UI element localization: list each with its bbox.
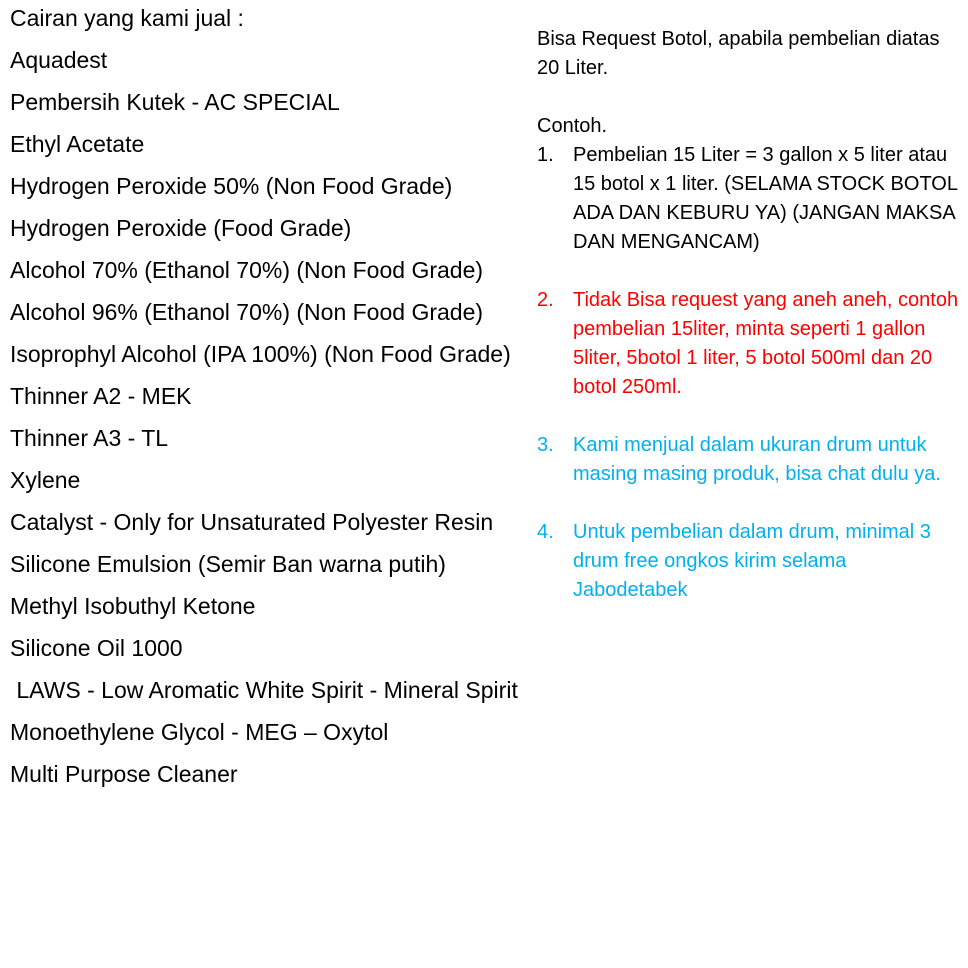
product-list-heading: Cairan yang kami jual :: [10, 5, 244, 31]
bottle-request-intro: Bisa Request Botol, apabila pembelian diatas 20 Liter.: [537, 28, 940, 79]
term-number: 4.: [537, 521, 554, 543]
term-number: 3.: [537, 434, 554, 456]
product-item: Monoethylene Glycol - MEG – Oxytol: [10, 719, 389, 745]
product-item: Pembersih Kutek - AC SPECIAL: [10, 89, 340, 115]
product-item: Isoprophyl Alcohol (IPA 100%) (Non Food Grade): [10, 341, 511, 367]
terms-section: [537, 25, 965, 634]
term-text: Pembelian 15 Liter = 3 gallon x 5 liter atau 15 botol x 1 liter. (SELAMA STOCK BOTOL ADA DAN KEBURU YA) (JANGAN MAKSA DAN MENGANCAM): [573, 144, 958, 253]
example-label: Contoh.: [537, 115, 608, 137]
product-item: Xylene: [10, 467, 81, 493]
term-text: Tidak Bisa request yang aneh aneh, contoh pembelian 15liter, minta seperti 1 gallon 5liter, 5botol 1 liter, 5 botol 500ml dan 20 botol 250ml.: [573, 289, 959, 398]
product-item: Thinner A2 - MEK: [10, 383, 192, 409]
term-number: 1.: [537, 144, 554, 166]
product-item: LAWS - Low Aromatic White Spirit - Mineral Spirit: [10, 677, 518, 703]
term-text: Untuk pembelian dalam drum, minimal 3 drum free ongkos kirim selama Jabodetabek: [573, 521, 931, 601]
term-item: [537, 141, 965, 257]
spacer: [537, 83, 965, 112]
term-item: [537, 518, 965, 605]
term-text: Kami menjual dalam ukuran drum untuk masing masing produk, bisa chat dulu ya.: [573, 434, 941, 485]
product-item: Alcohol 96% (Ethanol 70%) (Non Food Grade): [10, 299, 484, 325]
product-item: Alcohol 70% (Ethanol 70%) (Non Food Grade): [10, 257, 484, 283]
terms-list: [537, 141, 965, 605]
product-item: Aquadest: [10, 47, 108, 73]
term-item: [537, 286, 965, 402]
term-item: [537, 431, 965, 489]
product-item: Multi Purpose Cleaner: [10, 761, 238, 787]
product-item: Methyl Isobuthyl Ketone: [10, 593, 256, 619]
product-list: [10, 46, 522, 788]
product-list-section: [10, 4, 522, 802]
product-item: Ethyl Acetate: [10, 131, 145, 157]
product-item: Thinner A3 - TL: [10, 425, 169, 451]
product-item: Silicone Emulsion (Semir Ban warna putih): [10, 551, 446, 577]
term-number: 2.: [537, 289, 554, 311]
product-item: Catalyst - Only for Unsaturated Polyester Resin: [10, 509, 494, 535]
product-item: Hydrogen Peroxide (Food Grade): [10, 215, 352, 241]
product-item: Silicone Oil 1000: [10, 635, 183, 661]
product-item: Hydrogen Peroxide 50% (Non Food Grade): [10, 173, 453, 199]
